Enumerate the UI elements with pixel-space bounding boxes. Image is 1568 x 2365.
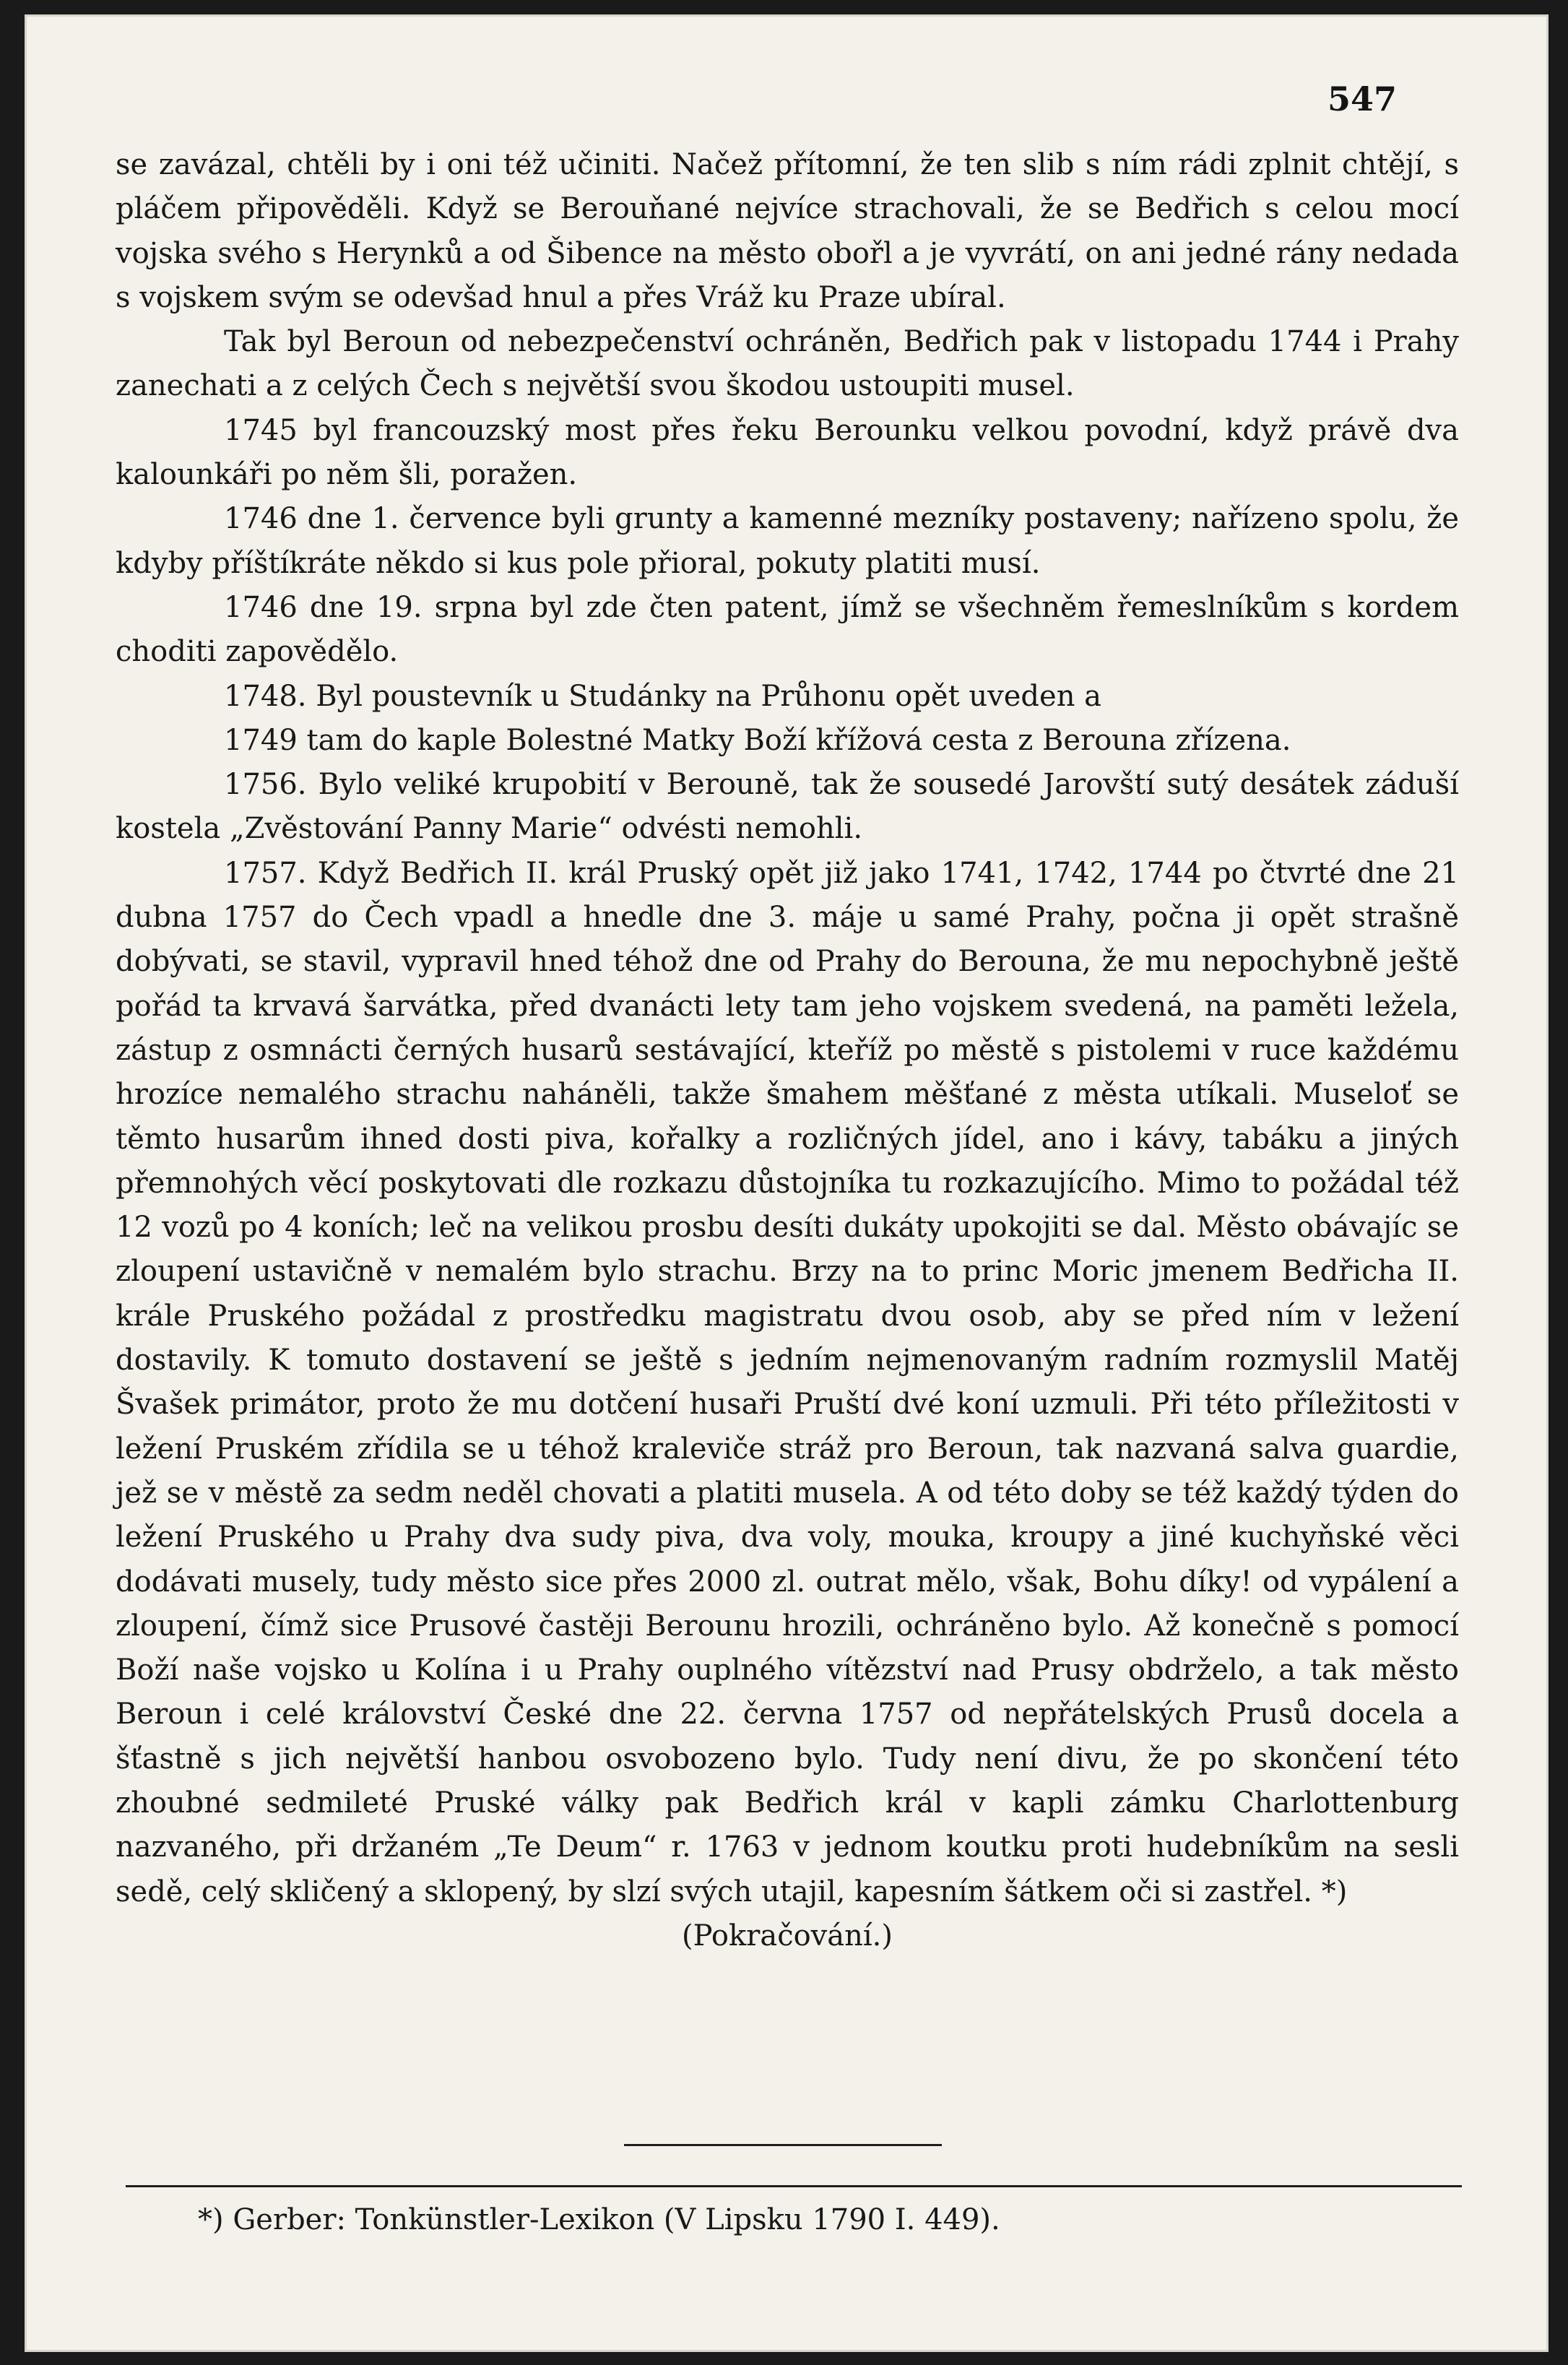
- paragraph: 1746 dne 19. srpna byl zde čten patent, jímž se všechněm řemeslníkům s kordem choditi zapovědělo.: [116, 590, 1459, 669]
- paragraph: 1745 byl francouzský most přes řeku Berounku velkou povodní, když právě dva kalounkáři po něm šli, poražen.: [116, 413, 1459, 492]
- paragraph: Tak byl Beroun od nebezpečenství ochráněn, Bedřich pak v listopadu 1744 i Prahy zanechati a z celých Čech s největší svou škodou ustoupiti musel.: [116, 325, 1459, 403]
- paragraph: 1756. Bylo veliké krupobití v Berouně, tak že sousedé Jarovští sutý desátek záduší kostela „Zvěstování Panny Marie“ odvésti nemohli.: [116, 768, 1459, 846]
- paragraph: se zavázal, chtěli by i oni též učiniti. Načež přítomní, že ten slib s ním rádi zplnit chtějí, s pláčem připověděli. Když se Berouňané nejvíce strachovali, že se Bedřich s celou mocí vojska svého s Herynků a od Šibence na město obořl a je vyvrátí, on ani jedné rány nedada s vojskem svým se odevšad hnul a přes Vráž ku Praze ubíral.: [116, 148, 1459, 314]
- separator-rule: [624, 2144, 942, 2146]
- continuation-note: (Pokračování.): [682, 1919, 893, 1953]
- paragraph: 1757. Když Bedřich II. král Pruský opět již jako 1741, 1742, 1744 po čtvrté dne 21 dubna 1757 do Čech vpadl a hnedle dne 3. máje u samé Prahy, počna ji opět strašně dobývati, se stavil, vypravil hned téhož dne od Prahy do Berouna, že mu nepochybně ještě pořád ta krvavá šarvátka, před dvanácti lety tam jeho vojskem svedená, na paměti ležela, zástup z osmnácti černých husarů sestávající, kteříž po městě s pistolemi v ruce každému hrozíce nemalého strachu naháněli, takže šmahem měšťané z města utíkali. Museloť se těmto husarům ihned dosti piva, kořalky a rozličných jídel, ano i kávy, tabáku a jiných přemnohých věcí poskytovati dle rozkazu důstojníka tu rozkazujícího. Mimo to požádal též 12 vozů po 4 koních; leč na velikou prosbu desíti dukáty upokojiti se dal. Město obávajíc se zloupení ustavičně v nemalém bylo strachu. Brzy na to princ Moric jmenem Bedřicha II. krále Pruského požádal z prostředku magistratu dvou osob, aby se před ním v ležení dostavily. K tomuto dostavení se ještě s jedním nejmenovaným radním rozmyslil Matěj Švašek primátor, proto že mu dotčení husaři Pruští dvé koní uzmuli. Při této příležitosti v ležení Pruském zřídila se u téhož kraleviče stráž pro Beroun, tak nazvaná salva guardie, jež se v městě za sedm neděl chovati a platiti musela. A od této doby se též každý týden do ležení Pruského u Prahy dva sudy piva, dva voly, mouka, kroupy a jiné kuchyňské věci dodávati musely, tudy město sice přes 2000 zl. outrat mělo, však, Bohu díky! od vypálení a zloupení, čímž sice Prusové častěji Berounu hrozili, ochráněno bylo. Až konečně s pomocí Boží naše vojsko u Kolína i u Prahy ouplného vítězství nad Prusy obdrželo, a tak město Beroun i celé království České dne 22. června 1757 od nepřátelských Prusů docela a šťastně s jich největší hanbou osvobozeno bylo. Tudy není divu, že po skončení této zhoubné sedmileté Pruské války pak Bedřich král v kapli zámku Charlottenburg nazvaného, při držaném „Te Deum“ r. 1763 v jednom koutku proti hudebníkům na sesli sedě, celý skličený a sklopený, by slzí svých utajil, kapesním šátkem oči si zastřel. *): [116, 856, 1459, 1908]
- page-number: 547: [1327, 79, 1397, 118]
- scanned-page: [25, 14, 1548, 2352]
- body-text: [116, 143, 1459, 1958]
- paragraph: 1746 dne 1. července byli grunty a kamenné mezníky postaveny; nařízeno spolu, že kdyby příštíkráte někdo si kus pole přioral, pokuty platiti musí.: [116, 502, 1459, 580]
- paragraph: 1748. Byl poustevník u Studánky na Průhonu opět uveden a: [224, 679, 1102, 713]
- paragraph: 1749 tam do kaple Bolestné Matky Boží křížová cesta z Berouna zřízena.: [224, 723, 1291, 757]
- footnote: [126, 2185, 1462, 2236]
- footnote-text: *) Gerber: Tonkünstler-Lexikon (V Lipsku 1790 I. 449).: [198, 2203, 1000, 2236]
